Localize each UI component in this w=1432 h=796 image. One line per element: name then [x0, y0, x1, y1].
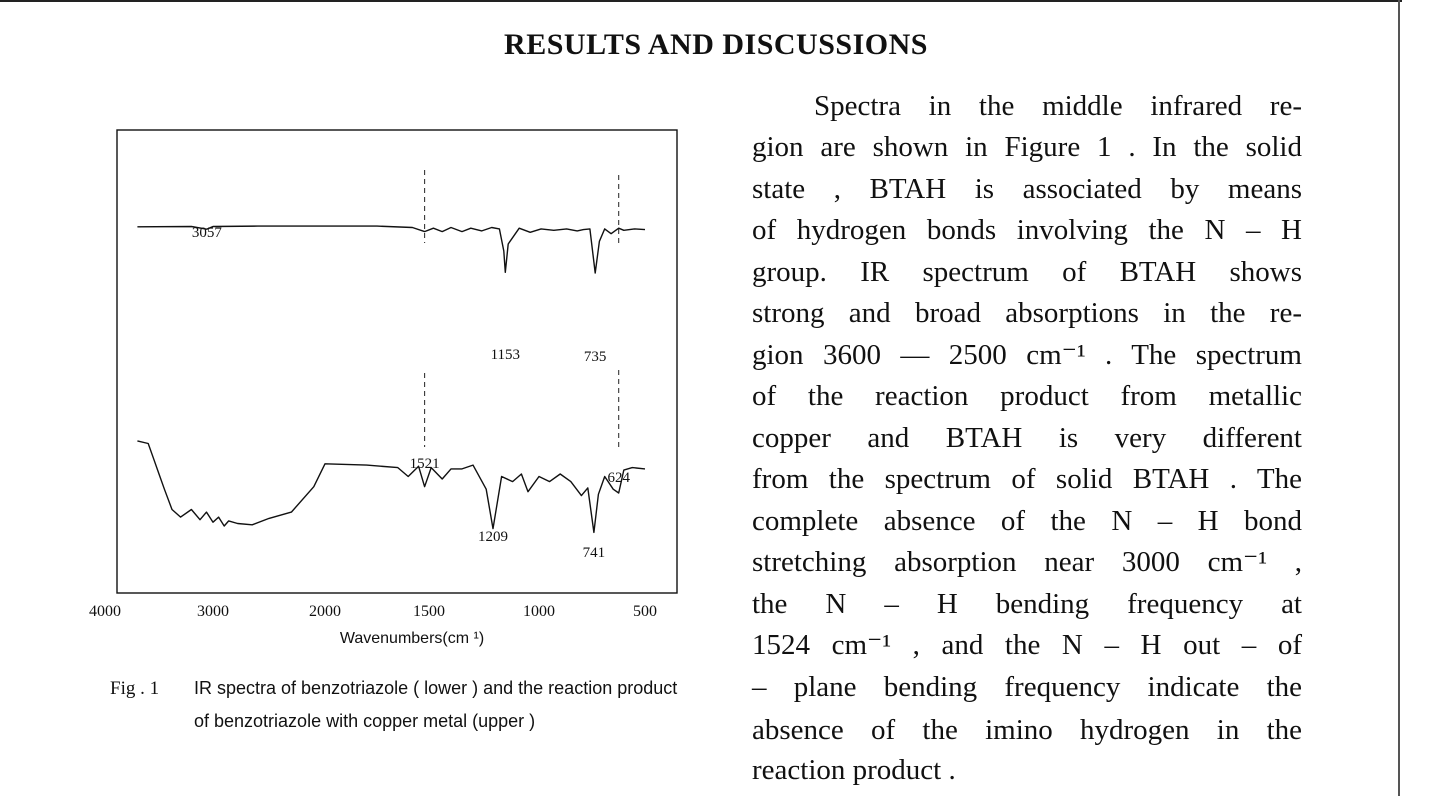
x-tick-label: 1500	[413, 603, 445, 620]
body-line: absence of the imino hydrogen in the	[752, 714, 1302, 746]
peak-label: 3057	[191, 225, 222, 241]
body-line: 1524 cm⁻¹ , and the N – H out – of	[752, 629, 1302, 661]
x-tick-label: 500	[633, 603, 657, 620]
x-tick-label: 2000	[309, 603, 341, 620]
peak-label: 624	[607, 470, 630, 486]
body-line: of hydrogen bonds involving the N – H	[752, 214, 1302, 246]
body-line: gion 3600 — 2500 cm⁻¹ . The spectrum	[752, 339, 1302, 371]
lower-spectrum-line	[137, 441, 645, 533]
peak-label: 1153	[490, 347, 521, 363]
x-tick-label: 4000	[89, 603, 121, 620]
body-line: stretching absorption near 3000 cm⁻¹ ,	[752, 546, 1302, 578]
top-rule	[0, 0, 1402, 2]
ir-spectra-chart	[89, 125, 685, 635]
caption-label: Fig . 1	[110, 678, 160, 699]
body-line: reaction product .	[752, 754, 956, 786]
peak-label: 735	[583, 349, 607, 365]
right-margin-rule	[1398, 0, 1400, 796]
caption-text: IR spectra of benzotriazole ( lower ) and the reaction product of benzotriazole with copper metal (upper )	[194, 678, 678, 731]
body-line: state , BTAH is associated by means	[752, 173, 1302, 205]
body-line: complete absence of the N – H bond	[752, 505, 1302, 537]
body-line: Spectra in the middle infrared re-	[814, 90, 1302, 122]
body-line: of the reaction product from metallic	[752, 380, 1302, 412]
section-heading: RESULTS AND DISCUSSIONS	[504, 28, 928, 61]
x-tick-label: 3000	[197, 603, 229, 620]
body-line: group. IR spectrum of BTAH shows	[752, 256, 1302, 288]
ir-spectra-figure	[89, 125, 685, 655]
body-line: – plane bending frequency indicate the	[752, 671, 1302, 703]
x-tick-label: 1000	[523, 603, 555, 620]
peak-label: 741	[582, 545, 606, 561]
body-line: copper and BTAH is very different	[752, 422, 1302, 454]
body-line: strong and broad absorptions in the re-	[752, 297, 1302, 329]
x-axis-label: Wavenumbers(cm ¹)	[339, 630, 485, 647]
peak-label: 1521	[409, 456, 440, 472]
body-line: from the spectrum of solid BTAH . The	[752, 463, 1302, 495]
body-line: the N – H bending frequency at	[752, 588, 1302, 620]
body-line: gion are shown in Figure 1 . In the solid	[752, 131, 1302, 163]
peak-label: 1209	[478, 529, 509, 545]
